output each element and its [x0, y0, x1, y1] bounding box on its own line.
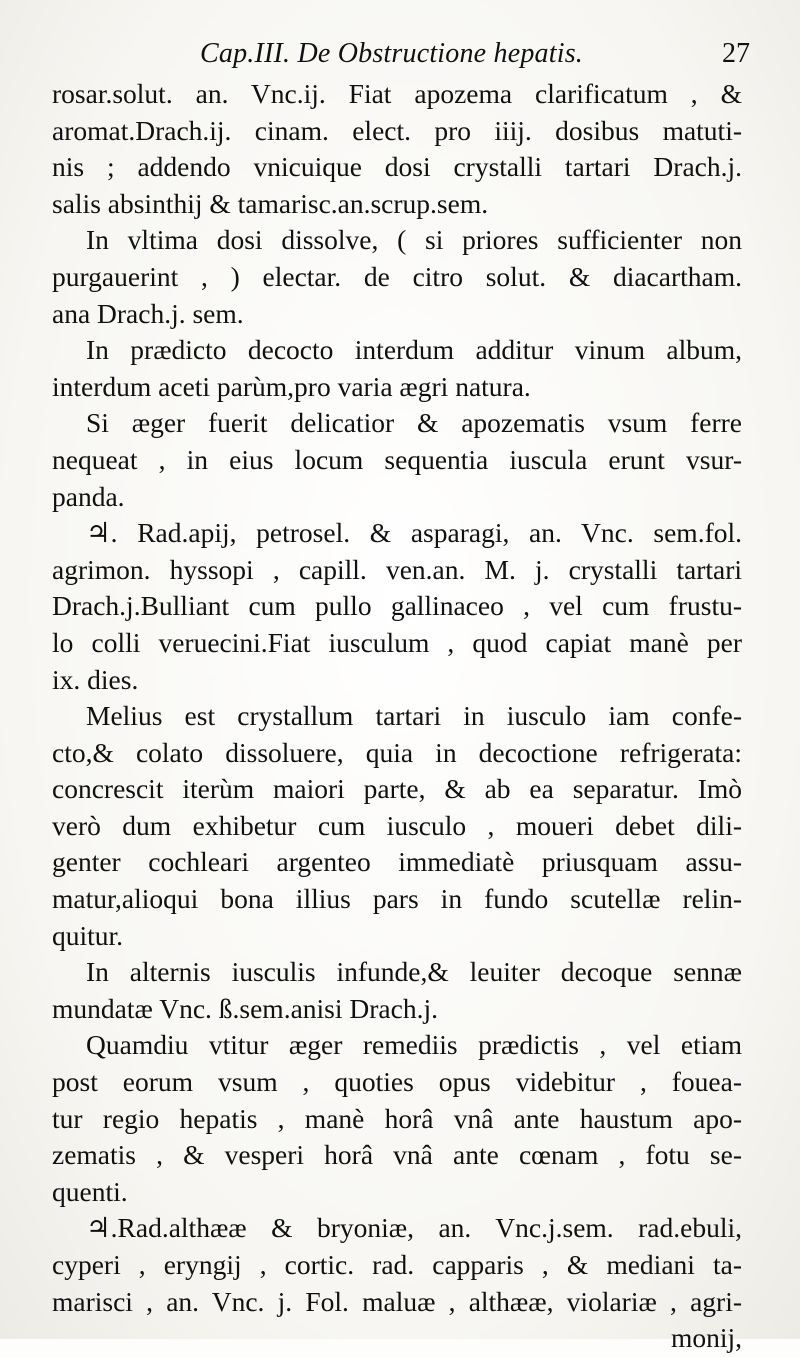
text-line: cto,& colato dissoluere, quia in decoctione refrigerata:	[52, 736, 742, 768]
text-line: panda.	[52, 480, 125, 512]
text-line: ♃. Rad.apij, petrosel. & asparagi, an. Vnc. sem.fol.	[86, 517, 742, 549]
text-line: quitur.	[52, 919, 124, 951]
text-line: Si æger fuerit delicatior & apozematis vsum ferre	[86, 407, 742, 439]
text-line: In prædicto decocto interdum additur vinum album,	[86, 334, 742, 366]
text-line: marisci , an. Vnc. j. Fol. maluæ , althææ, violariæ , agri-	[52, 1285, 742, 1317]
text-line: agrimon. hyssopi , capill. ven.an. M. j. crystalli tartari	[52, 553, 742, 585]
text-line: cyperi , eryngij , cortic. rad. capparis , & mediani ta-	[52, 1249, 742, 1280]
running-title: Cap.III. De Obstructione hepatis.	[200, 38, 583, 69]
text-line: salis absinthij & tamarisc.an.scrup.sem.	[52, 187, 489, 219]
page-number: 27	[722, 38, 750, 69]
text-line: nis ; addendo vnicuique dosi crystalli tartari Drach.j.	[52, 151, 742, 183]
text-line: interdum aceti parùm,pro varia ægri natura.	[52, 370, 531, 402]
text-line: rosar.solut. an. Vnc.ij. Fiat apozema clarificatum , &	[52, 78, 742, 109]
text-line: post eorum vsum , quoties opus videbitur , fouea-	[52, 1066, 742, 1098]
text-line: ana Drach.j. sem.	[52, 297, 244, 329]
text-line: quenti.	[52, 1175, 128, 1207]
text-line: ix. dies.	[52, 663, 139, 695]
text-line: concrescit iterùm maiori parte, & ab ea separatur. Imò	[52, 773, 742, 805]
text-line: In vltima dosi dissolve, ( si priores sufficienter non	[86, 224, 742, 256]
text-line: purgauerint , ) electar. de citro solut. & diacartham.	[52, 260, 742, 292]
text-line: ♃.Rad.althææ & bryoniæ, an. Vnc.j.sem. rad.ebuli,	[86, 1212, 742, 1244]
text-line: Quamdiu vtitur æger remediis prædictis , vel etiam	[86, 1029, 742, 1061]
text-line: zematis , & vesperi horâ vnâ ante cœnam , fotu se-	[52, 1139, 742, 1171]
text-line: In alternis iusculis infunde,& leuiter decoque sennæ	[86, 956, 742, 988]
text-line: matur,alioqui bona illius pars in fundo scutellæ relin-	[52, 883, 742, 915]
text-line: tur regio hepatis , manè horâ vnâ ante haustum apo-	[52, 1102, 742, 1134]
text-line: mundatæ Vnc. ß.sem.anisi Drach.j.	[52, 992, 438, 1024]
text-line: Drach.j.Bulliant cum pullo gallinaceo , vel cum frustu-	[52, 590, 742, 622]
text-line: Melius est crystallum tartari in iusculo iam confe-	[86, 700, 742, 732]
body-text	[52, 76, 742, 1357]
text-line: verò dum exhibetur cum iusculo , moueri debet dili-	[52, 809, 742, 841]
page-header	[60, 38, 750, 78]
text-line: monij,	[670, 1322, 742, 1354]
text-line: nequeat , in eius locum sequentia iuscula erunt vsur-	[52, 443, 742, 475]
text-line: lo colli veruecini.Fiat iusculum , quod capiat manè per	[52, 626, 742, 658]
text-line: genter cochleari argenteo immediatè priusquam assu-	[52, 846, 742, 878]
text-line: aromat.Drach.ij. cinam. elect. pro iiij. dosibus matuti-	[52, 114, 742, 146]
